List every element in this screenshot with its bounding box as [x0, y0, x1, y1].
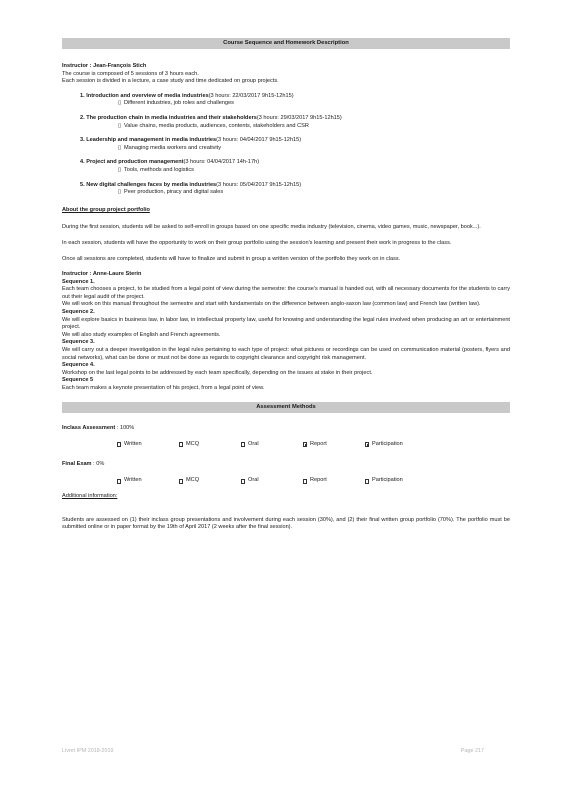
session-item: [80, 137, 510, 152]
option-label: Written: [124, 477, 142, 484]
option-label: Oral: [248, 441, 259, 448]
session-item: [80, 93, 510, 108]
session-title: 4. Project and production management: [80, 159, 184, 166]
option-participation[interactable]: [365, 477, 427, 485]
option-report[interactable]: [303, 441, 365, 449]
portfolio-paragraph: In each session, students will have the opportunity to work on their group portfolio using the session's learning and present their work in progress to the class.: [62, 239, 452, 246]
sequence-label: Sequence 1.: [62, 278, 95, 285]
option-label: Report: [310, 441, 327, 448]
sequence-label: Sequence 3.: [62, 339, 95, 346]
page-footer: [62, 748, 510, 754]
sequence-text: We will carry out a deeper investigation in the legal rules pertaining to each type of project: what pictures or recordings can be used on communication material (posters, flyers and social networks), what can be done or must not be done as regards to copyright clearance and copyright risk management.: [62, 347, 510, 361]
option-label: Participation: [372, 441, 403, 448]
section-header-bar: Course Sequence and Homework Description: [62, 38, 510, 49]
option-label: MCQ: [186, 477, 200, 484]
option-label: Written: [124, 441, 142, 448]
course-intro: The course is composed of 5 sessions of 3 hours each.: [62, 70, 199, 77]
final-exam-options: [117, 477, 510, 485]
option-oral[interactable]: [241, 477, 303, 485]
inclass-assessment-line: [62, 425, 510, 433]
session-time: (3 hours: 29/03/2017 9h15-12h15): [256, 114, 342, 121]
portfolio-paragraph: Once all sessions are completed, students will have to finalize and submit in group a written version of the portfolio they work on in class.: [62, 255, 401, 262]
final-exam-line: [62, 461, 510, 469]
course-intro: Each session is divided in a lecture, a case study and time dedicated on group projects.: [62, 78, 279, 85]
session-topics: Peer production, piracy and digital sales: [124, 189, 224, 196]
inclass-value: : 100%: [116, 424, 135, 431]
instructor-label: Instructor: [62, 63, 89, 69]
instructor-line: [62, 271, 510, 279]
bullet-icon: ▯: [118, 189, 122, 196]
session-item: [80, 182, 510, 197]
checkbox-icon[interactable]: [303, 479, 307, 484]
inclass-options: [117, 441, 510, 449]
page-number: Page 217: [460, 748, 484, 754]
instructor-line: [62, 63, 510, 71]
sequence-label: Sequence 5: [62, 377, 94, 384]
sequence-text: Each team makes a keynote presentation of his project, from a legal point of view.: [62, 385, 265, 391]
sequence-text: We will explore basics in business law, in labor law, in intellectual property law, useful for knowing and understanding the legal rules involved when producing an art or entertainment project.: [62, 316, 510, 331]
session-title: 3. Leadership and management in media industries: [80, 137, 217, 144]
additional-information-label: Additional information:: [62, 492, 118, 499]
option-label: Participation: [372, 477, 403, 484]
final-exam-value: : 0%: [93, 460, 105, 467]
instructor-label: Instructor: [62, 271, 89, 278]
session-title: 2. The production chain in media industries and their stakeholders: [80, 114, 257, 121]
session-topics: Managing media workers and creativity: [124, 144, 222, 151]
bullet-icon: ▯: [118, 144, 122, 151]
instructor-name: : Jean-François Stich: [89, 63, 147, 69]
sequence-text: We will work on this manual throughout the semestre and start with fundamentals on the difference between anglo-saxon law (common law) and French law (written law).: [62, 301, 481, 308]
assessment-header-bar: Assessment Methods: [62, 402, 510, 413]
checked-checkbox-icon[interactable]: [303, 442, 307, 447]
option-mcq[interactable]: [179, 441, 241, 449]
option-label: MCQ: [186, 441, 200, 448]
checkbox-icon[interactable]: [117, 442, 121, 447]
instructor-name: : Anne-Laure Sterin: [89, 271, 142, 278]
bullet-icon: ▯: [118, 100, 122, 107]
inclass-label: Inclass Assessment: [62, 424, 116, 431]
checkbox-icon[interactable]: [241, 442, 245, 447]
bullet-icon: ▯: [118, 166, 122, 173]
session-time: (3 hours: 04/04/2017 9h15-12h15): [216, 137, 302, 144]
portfolio-paragraph: During the first session, students will be asked to self-enroll in groups based on one specific media industry (television, cinema, video games, music, newspaper, book...).: [62, 224, 481, 231]
session-time: (3 hours: 22/03/2017 9h15-12h15): [208, 92, 294, 99]
footer-left: Livret IPM 2018-2019: [62, 748, 114, 754]
session-item: [80, 159, 510, 174]
option-label: Oral: [248, 477, 259, 484]
option-written[interactable]: [117, 477, 179, 485]
option-label: Report: [310, 477, 327, 484]
session-item: [80, 115, 510, 130]
bullet-icon: ▯: [118, 122, 122, 129]
checkbox-icon[interactable]: [365, 479, 369, 484]
sequence-text: Each team chooses a project, to be studied from a legal point of view during the semestre: the course's manual is handed out, with all necessary documents for the students to carry out their legal audit of the project.: [62, 286, 510, 300]
additional-information-text: Students are assessed on (1) their inclass group presentations and involvement during each session (30%), and (2) their final written group portfolio (70%). The portfolio must be submitted online or in paper format by the 19th of April 2017 (2 weeks after the final session).: [62, 516, 510, 531]
checkbox-icon[interactable]: [179, 442, 183, 447]
document-page: [62, 38, 510, 532]
checkbox-icon[interactable]: [179, 479, 183, 484]
option-report[interactable]: [303, 477, 365, 485]
checkbox-icon[interactable]: [241, 479, 245, 484]
session-topics: Value chains, media products, audiences, contents, stakeholders and CSR: [124, 122, 309, 129]
sequence-text: Workshop on the last legal points to be addressed by each team specifically, depending on the issues at stake in their project.: [62, 369, 373, 376]
option-participation[interactable]: [365, 441, 427, 449]
checked-checkbox-icon[interactable]: [365, 442, 369, 447]
session-title: 1. Introduction and overview of media industries: [80, 92, 209, 99]
session-topics: Different industries, job roles and challenges: [124, 100, 234, 107]
option-written[interactable]: [117, 441, 179, 449]
sequence-label: Sequence 4.: [62, 362, 95, 369]
sequence-label: Sequence 2.: [62, 309, 95, 316]
option-oral[interactable]: [241, 441, 303, 449]
checkbox-icon[interactable]: [117, 479, 121, 484]
final-exam-label: Final Exam: [62, 460, 92, 467]
option-mcq[interactable]: [179, 477, 241, 485]
portfolio-heading: About the group project portfolio: [62, 206, 150, 213]
session-time: (3 hours: 04/04/2017 14h-17h): [183, 159, 260, 166]
session-topics: Tools, methods and logistics: [124, 166, 194, 173]
session-title: 5. New digital challenges faces by media industries: [80, 181, 217, 188]
session-time: (3 hours: 05/04/2017 9h15-12h15): [216, 181, 302, 188]
sequence-text: We will also study examples of English and French agreements.: [62, 331, 221, 338]
